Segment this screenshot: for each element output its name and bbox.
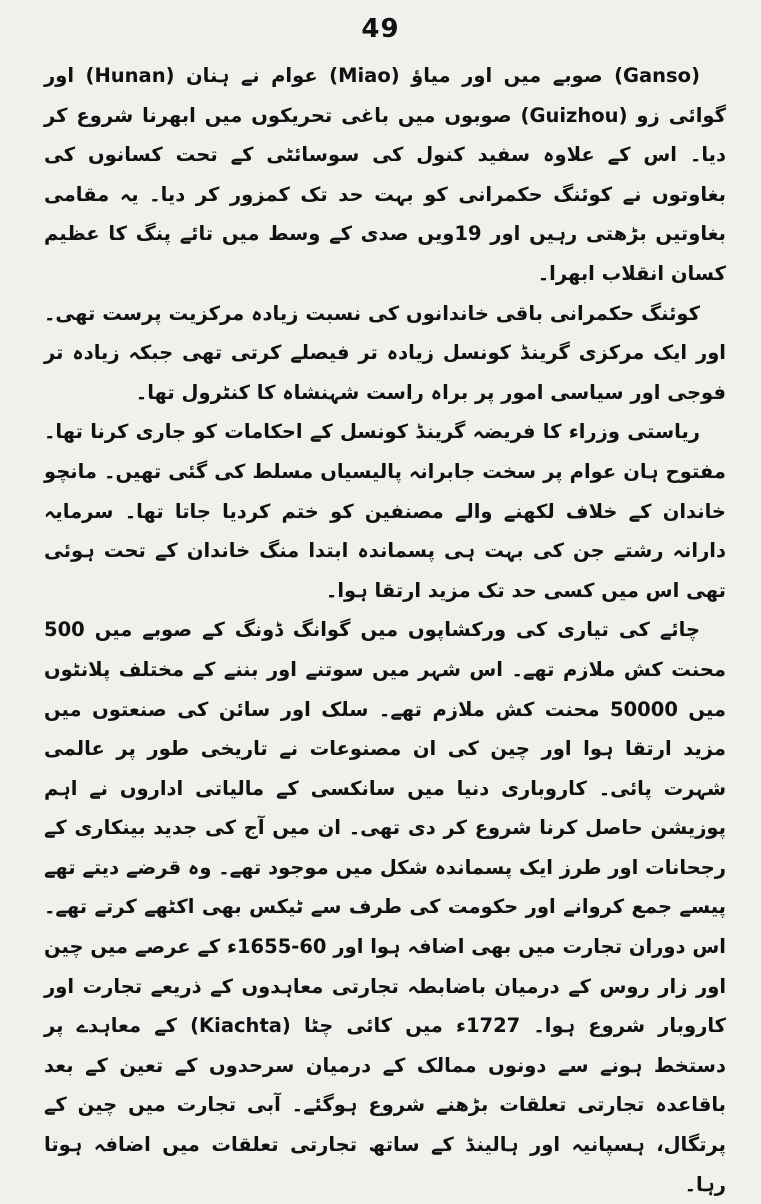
paragraph-1: (Ganso) صوبے میں اور میاؤ (Miao) عوام نے ہنان (Hunan) اور گوائی زو (Guizhou) صوبوں میں باغی تحریکوں میں ابھرنا شروع کر دیا۔ اس کے علاوہ سفید کنول کی سوسائٹی کے تحت کسانوں کی بغاوتوں نے کوئنگ حکمرانی کو بہت حد تک کمزور کر دیا۔ یہ مقامی بغاوتیں بڑھتی رہیں اور 19ویں صدی کے وسط میں تائے پنگ کا عظیم کسان انقلاب ابھرا۔: [44, 64, 727, 285]
page-body: [44, 56, 726, 1204]
paragraph-4: چائے کی تیاری کی ورکشاپوں میں گوانگ ڈونگ کے صوبے میں 500 محنت کش ملازم تھے۔ اس شہر میں سوتنے اور بننے کے مختلف پلانٹوں میں 50000 محنت کش ملازم تھے۔ سلک اور سائن کی صنعتوں میں مزید ارتقا ہوا اور چین کی ان مصنوعات نے تاریخی طور پر عالمی شہرت پائی۔ کاروباری دنیا میں سانکسی کے مالیاتی اداروں نے اہم پوزیشن حاصل کرنا شروع کر دی تھی۔ ان میں آج کی جدید بینکاری کے رجحانات اور طرز ایک پسماندہ شکل میں موجود تھے۔ وہ قرضے دیتے تھے پیسے جمع کروانے اور حکومت کی طرف سے ٹیکس بھی اکٹھے کرتے تھے۔ اس دوران تجارت میں بھی اضافہ ہوا اور 60-1655ء کے عرصے میں چین اور زار روس کے درمیان باضابطہ تجارتی معاہدوں کے ذریعے تجارت اور کاروبار شروع ہوا۔ 1727ء میں کائی چٹا (Kiachta) کے معاہدے پر دستخط ہونے سے دونوں ممالک کے درمیان سرحدوں کے تعین کے بعد باقاعدہ تجارتی تعلقات بڑھنے شروع ہوگئے۔ آبی تجارت میں چین کے پرتگال، ہسپانیہ اور ہالینڈ کے ساتھ تجارتی تعلقات میں اضافہ ہوتا رہا۔: [44, 618, 727, 1196]
paragraph-2: کوئنگ حکمرانی باقی خاندانوں کی نسبت زیادہ مرکزیت پرست تھی۔ اور ایک مرکزی گرینڈ کونسل زیادہ تر فیصلے کرتی تھی جبکہ زیادہ تر فوجی اور سیاسی امور پر براہ راست شہنشاہ کا کنٹرول تھا۔: [44, 301, 726, 404]
paragraph-3: ریاستی وزراء کا فریضہ گرینڈ کونسل کے احکامات کو جاری کرنا تھا۔ مفتوح ہان عوام پر سخت جابرانہ پالیسیاں مسلط کی گئی تھیں۔ مانچو خاندان کے خلاف لکھنے والے مصنفین کو ختم کردیا جاتا تھا۔ سرمایہ دارانہ رشتے جن کی بہت ہی پسماندہ ابتدا منگ خاندان کے تحت ہوئی تھی اس میں کسی حد تک مزید ارتقا ہوا۔: [44, 420, 726, 602]
page-number: 49: [361, 14, 400, 44]
